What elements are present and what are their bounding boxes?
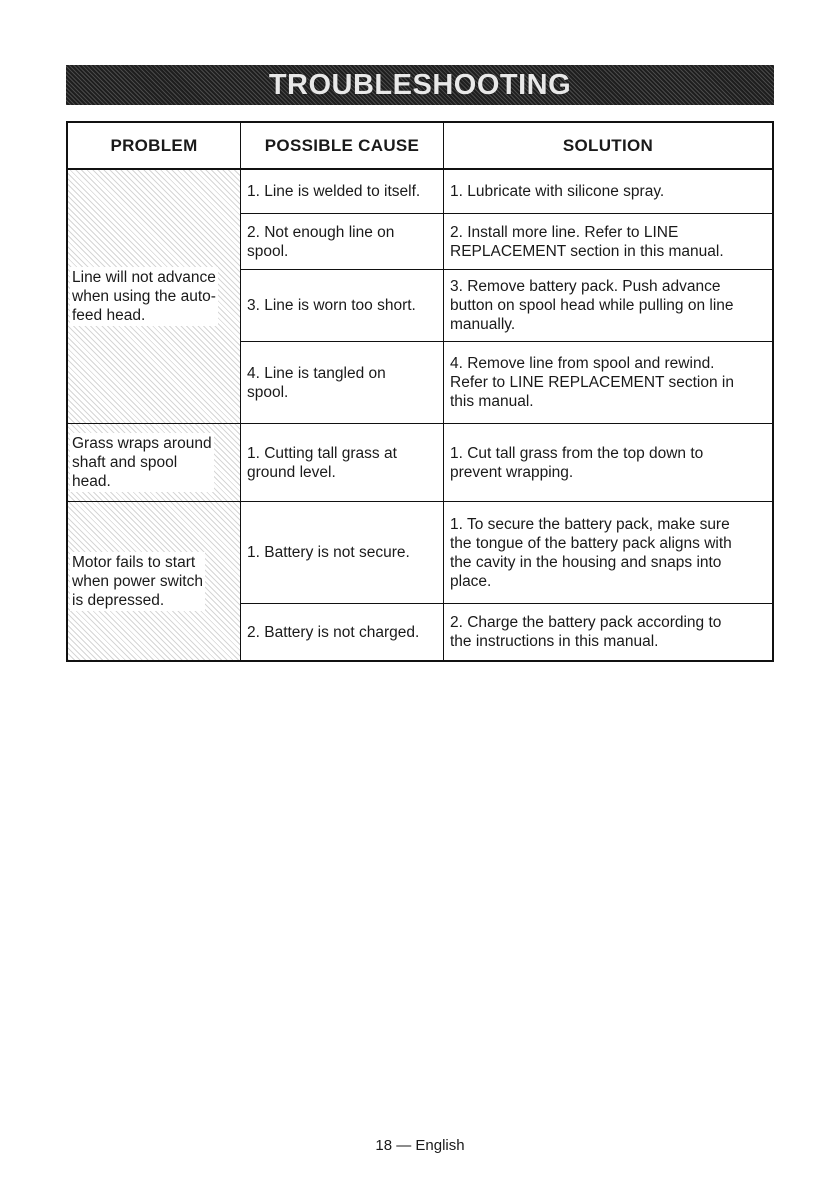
cause-cell: 1. Cutting tall grass at ground level. (241, 424, 444, 502)
solution-cell: 2. Install more line. Refer to LINE REPLACEMENT section in this manual. (444, 214, 772, 270)
problem-cell-line-advance (68, 170, 241, 424)
cause-cell: 1. Battery is not secure. (241, 502, 444, 604)
cause-cell: 3. Line is worn too short. (241, 270, 444, 342)
solution-cell: 1. Cut tall grass from the top down to prevent wrapping. (444, 424, 772, 502)
cause-cell: 2. Battery is not charged. (241, 604, 444, 660)
problem-text: Grass wraps around shaft and spool head. (72, 435, 212, 490)
cause-cell: 4. Line is tangled on spool. (241, 342, 444, 424)
problem-text: Motor fails to start when power switch is depressed. (72, 553, 203, 609)
page-title: TROUBLESHOOTING (268, 68, 572, 101)
cause-cell: 1. Line is welded to itself. (241, 170, 444, 214)
solution-cell: 1. To secure the battery pack, make sure the tongue of the battery pack aligns with the cavity in the housing and snaps into place. (444, 502, 772, 604)
solution-cell: 3. Remove battery pack. Push advance button on spool head while pulling on line manually. (444, 270, 772, 342)
header-solution: SOLUTION (444, 123, 772, 170)
solution-cell: 1. Lubricate with silicone spray. (444, 170, 772, 214)
problem-cell-grass-wraps (68, 424, 241, 502)
title-banner (66, 65, 774, 105)
page-footer: 18 — English (375, 1137, 465, 1154)
problem-cell-motor-fails (68, 502, 241, 660)
troubleshooting-grid (68, 123, 772, 660)
troubleshooting-table (66, 121, 774, 662)
cause-cell: 2. Not enough line on spool. (241, 214, 444, 270)
header-possible-cause: POSSIBLE CAUSE (241, 123, 444, 170)
header-problem: PROBLEM (68, 123, 241, 170)
problem-text: Line will not advance when using the auto- feed head. (72, 269, 216, 324)
solution-cell: 2. Charge the battery pack according to the instructions in this manual. (450, 614, 722, 650)
solution-cell: 4. Remove line from spool and rewind. Refer to LINE REPLACEMENT section in this manual. (444, 342, 772, 424)
